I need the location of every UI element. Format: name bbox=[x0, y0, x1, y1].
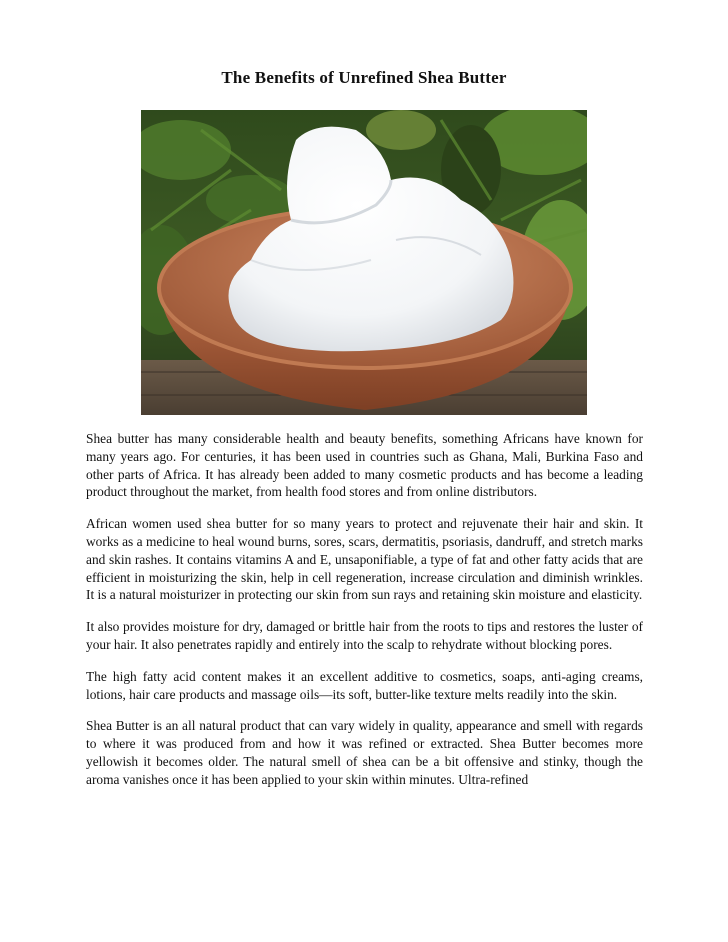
paragraph: The high fatty acid content makes it an excellent additive to cosmetics, soaps, anti-aging creams, lotions, hair care products and massage oils—its soft, butter-like texture melts readily into the skin. bbox=[86, 668, 643, 702]
paragraph: Shea butter has many considerable health and beauty benefits, something Africans have known for many years ago. For centuries, it has been used in countries such as Ghana, Mali, Burkina Faso and other parts of Africa. It has already been added to many cosmetic products and has become a leading product throughout the market, from health food stores and from online distributors. bbox=[86, 431, 643, 500]
paragraph: Shea Butter is an all natural product that can vary widely in quality, appearance and smell with regards to where it was produced from and how it was refined or extracted. Shea Butter becomes more yellowish it becomes older. The natural smell of shea can be a bit offensive and stinky, though the aroma vanishes once it has been applied to your skin within minutes. Ultra-refined bbox=[86, 718, 643, 787]
paragraph: It also provides moisture for dry, damaged or brittle hair from the roots to tips and restores the luster of your hair. It also penetrates rapidly and entirely into the scalp to rehydrate without blocking pores. bbox=[86, 619, 643, 652]
page-title: The Benefits of Unrefined Shea Butter bbox=[221, 68, 507, 87]
shea-butter-bowl-photo bbox=[141, 110, 587, 415]
article-body bbox=[86, 430, 643, 803]
paragraph: African women used shea butter for so many years to protect and rejuvenate their hair and skin. It works as a medicine to heal wound burns, sores, scars, dermatitis, psoriasis, dandruff, and stretch marks and skin rashes. It contains vitamins A and E, unsaponifiable, a type of fat and other fatty acids that are efficient in moisturizing the skin, help in cell regeneration, increase circulation and diminish wrinkles. It is a natural moisturizer in protecting our skin from sun rays and retaining skin moisture and elasticity. bbox=[86, 516, 643, 603]
